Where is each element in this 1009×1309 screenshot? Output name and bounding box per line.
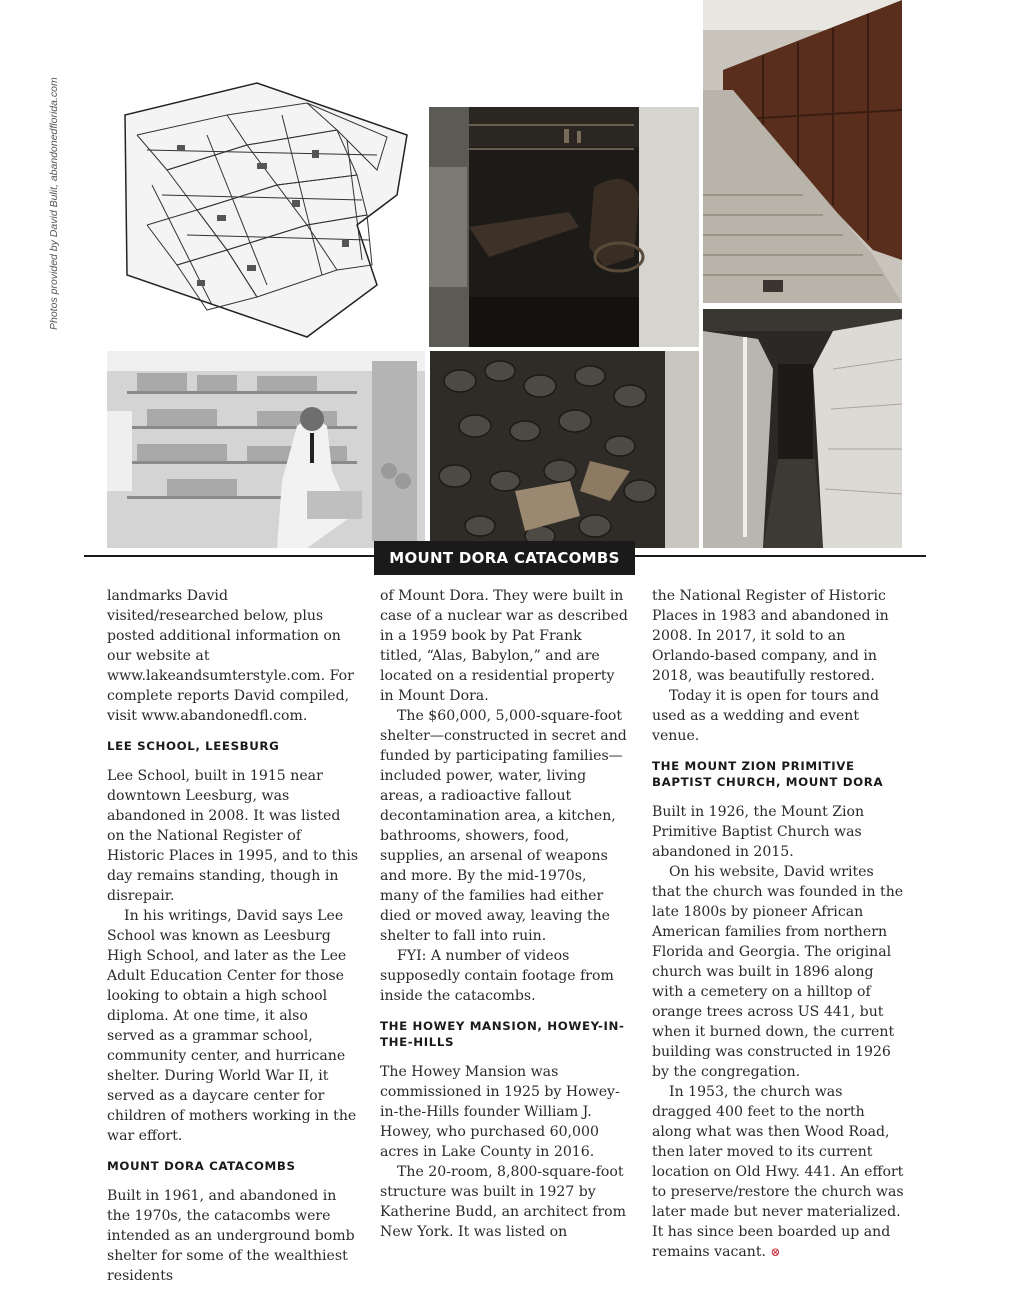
abandoned-kitchen-photo xyxy=(429,107,699,347)
heading-howey-mansion: THE HOWEY MANSION, HOWEY-IN-THE-HILLS xyxy=(380,1019,625,1049)
intro-paragraph: landmarks David visited/researched below, plus posted additional information on our website at www.lakeandsumterstyle.com. For complete reports David compiled, visit www.abandonedfl.com. xyxy=(107,588,354,724)
zion-paragraph-3 xyxy=(652,1082,904,1262)
stairwell-photo xyxy=(703,0,902,303)
lee-paragraph-1: Lee School, built in 1915 near downtown Leesburg, was abandoned in 2008. It was listed on the National Register of Historic Places in 1995, and to this day remains standing, though in disrepair. xyxy=(107,768,359,904)
zion-paragraph-3-text: In 1953, the church was dragged 400 feet to the north along what was then Wood Road, then later moved to its current location on Old Hwy. 441. An effort to preserve/restore the church was later made but never materialized. It has since been boarded up and remains vacant. xyxy=(652,1084,904,1260)
catacombs-paragraph-2: The $60,000, 5,000-square-foot shelter—constructed in secret and funded by participating families—included power, water, living areas, a radioactive fallout decontamination area, a kitchen, bathrooms, showers, food, supplies, an arsenal of weapons and more. By the mid-1970s, many of the families had either died or moved away, leaving the shelter to fall into ruin. xyxy=(380,708,627,944)
heading-lee-school: LEE SCHOOL, LEESBURG xyxy=(107,739,280,753)
heading-mount-zion-church: THE MOUNT ZION PRIMITIVE BAPTIST CHURCH, MOUNT DORA xyxy=(652,759,884,789)
heading-mount-dora-catacombs: MOUNT DORA CATACOMBS xyxy=(107,1159,296,1173)
floor-plan-illustration xyxy=(107,75,423,345)
text-column-2 xyxy=(380,586,628,1242)
howey-paragraph-2: The 20-room, 8,800-square-foot structure was built in 1927 by Katherine Budd, an architect from New York. It was listed on xyxy=(380,1164,627,1240)
text-column-1 xyxy=(107,586,359,1286)
photo-credit: Photos provided by David Bulit, abandonedflorida.com xyxy=(48,77,60,330)
pantry-archival-photo xyxy=(107,351,425,548)
catacombs-paragraph-1: Built in 1961, and abandoned in the 1970s, the catacombs were intended as an underground bomb shelter for some of the wealthiest residents xyxy=(107,1188,355,1284)
catacombs-paragraph-3: FYI: A number of videos supposedly contain footage from inside the catacombs. xyxy=(380,948,614,1004)
hallway-photo xyxy=(703,309,902,548)
section-banner: MOUNT DORA CATACOMBS xyxy=(374,541,635,575)
catacombs-paragraph-1-continued: of Mount Dora. They were built in case of a nuclear war as described in a 1959 book by Pat Frank titled, “Alas, Babylon,” and are located on a residential property in Mount Dora. xyxy=(380,588,628,704)
howey-paragraph-2-continued: the National Register of Historic Places in 1983 and abandoned in 2008. In 2017, it sold to an Orlando-based company, and in 2018, was beautifully restored. xyxy=(652,588,889,684)
howey-paragraph-3: Today it is open for tours and used as a wedding and event venue. xyxy=(652,688,880,744)
end-mark-icon: ⊗ xyxy=(770,1245,781,1259)
text-column-3 xyxy=(652,586,904,1262)
zion-paragraph-2: On his website, David writes that the church was founded in the late 1800s by pioneer African American families from northern Florida and Georgia. The original church was built in 1896 along with a cemetery on a hilltop of orange trees across US 441, but when it burned down, the current building was constructed in 1926 by the congregation. xyxy=(652,864,904,1080)
zion-paragraph-1: Built in 1926, the Mount Zion Primitive Baptist Church was abandoned in 2015. xyxy=(652,804,865,860)
lee-paragraph-2: In his writings, David says Lee School was known as Leesburg High School, and later as the Lee Adult Education Center for those looking to obtain a high school diploma. At one time, it also served as a grammar school, community center, and hurricane shelter. During World War II, it served as a daycare center for children of mothers working in the war effort. xyxy=(107,908,357,1144)
howey-paragraph-1: The Howey Mansion was commissioned in 1925 by Howey-in-the-Hills founder William J. Howey, who purchased 60,000 acres in Lake County in 2016. xyxy=(380,1064,620,1160)
rusted-cans-photo xyxy=(430,351,699,548)
